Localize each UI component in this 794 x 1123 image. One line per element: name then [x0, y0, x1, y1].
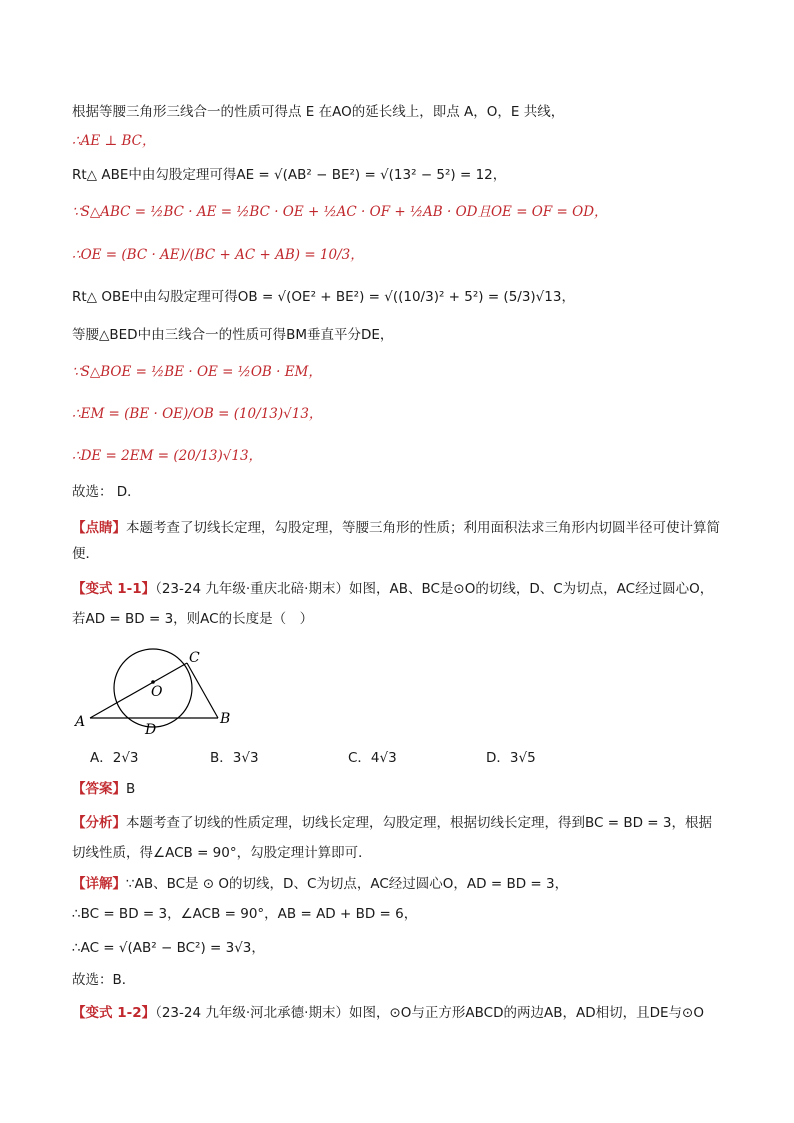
solution-line-3: Rt△ ABE中由勾股定理可得AE = √(AB² − BE²) = √(13² − 5²) = 12， — [72, 167, 507, 183]
segment-ac — [90, 663, 187, 718]
variant1-tag: 【变式 1-1】 — [72, 581, 156, 597]
label-b: B — [220, 711, 231, 727]
variant2-tag: 【变式 1-2】 — [72, 1005, 156, 1021]
option-c[interactable]: C．4√3 — [348, 750, 397, 766]
solution-line-1: 根据等腰三角形三线合一的性质可得点 E 在AO的延长线上，即点 A，O，E 共线， — [72, 104, 565, 120]
variant2-source: （23-24 九年级·河北承德·期末） — [155, 1005, 349, 1021]
variant1-line-1 — [72, 579, 732, 599]
detail-tag: 【详解】 — [72, 876, 126, 892]
label-d: D — [145, 722, 157, 736]
analysis-line-2: 切线性质，得∠ACB = 90°，勾股定理计算即可． — [72, 845, 372, 861]
solution-line-8: ∵S△BOE = ½BE · OE = ½OB · EM， — [72, 364, 322, 380]
variant1-line-2: 若AD = BD = 3，则AC的长度是（ ） — [72, 611, 314, 627]
answer-text: B — [126, 781, 136, 797]
detail-line-2: ∴BC = BD = 3，∠ACB = 90°，AB = AD + BD = 6， — [72, 906, 418, 922]
tangent-circle-diagram — [72, 644, 242, 736]
label-a: A — [75, 714, 86, 730]
variant2-text: 如图，⊙O与正方形ABCD的两边AB，AD相切，且DE与⊙O — [348, 1005, 704, 1021]
solution-line-6: Rt△ OBE中由勾股定理可得OB = √(OE² + BE²) = √((10/3)² + 5²) = (5/3)√13， — [72, 289, 575, 305]
dianjing-paragraph — [72, 515, 732, 567]
solution-line-10: ∴DE = 2EM = (20/13)√13， — [72, 448, 263, 464]
answer-tag: 【答案】 — [72, 781, 126, 797]
solution-line-7: 等腰△BED中由三线合一的性质可得BM垂直平分DE， — [72, 327, 394, 343]
solution-line-5: ∴OE = (BC · AE)/(BC + AC + AB) = 10/3， — [72, 247, 364, 263]
analysis-line-1 — [72, 813, 732, 833]
option-b[interactable]: B．3√3 — [210, 750, 259, 766]
dianjing-text: 本题考查了切线长定理，勾股定理，等腰三角形的性质；利用面积法求三角形内切圆半径可使计算简便． — [72, 520, 720, 562]
label-c: C — [189, 650, 200, 666]
solution-line-11: 故选： D． — [72, 484, 141, 500]
options-row — [90, 748, 650, 768]
variant2-line-1 — [72, 1003, 732, 1023]
option-a[interactable]: A．2√3 — [90, 750, 139, 766]
variant1-text1: 如图，AB、BC是⊙O的切线，D、C为切点，AC经过圆心O， — [348, 581, 714, 597]
dianjing-tag: 【点睛】 — [72, 520, 126, 536]
detail-line-3: ∴AC = √(AB² − BC²) = 3√3， — [72, 940, 265, 956]
answer-line — [72, 779, 732, 799]
solution-line-9: ∴EM = (BE · OE)/OB = (10/13)√13， — [72, 406, 323, 422]
variant1-source: （23-24 九年级·重庆北碚·期末） — [155, 581, 349, 597]
detail-line-1 — [72, 874, 732, 894]
analysis-text1: 本题考查了切线的性质定理，切线长定理，勾股定理，根据切线长定理，得到BC = BD = 3，根据 — [126, 815, 712, 831]
detail-line-4: 故选：B． — [72, 972, 136, 988]
solution-line-2: ∴AE ⊥ BC， — [72, 133, 156, 149]
detail-text1: ∵AB、BC是 ⊙ O的切线，D、C为切点，AC经过圆心O，AD = BD = 3， — [126, 876, 569, 892]
option-d[interactable]: D．3√5 — [486, 750, 536, 766]
analysis-tag: 【分析】 — [72, 815, 126, 831]
label-o: O — [151, 684, 163, 700]
solution-line-4: ∵S△ABC = ½BC · AE = ½BC · OE + ½AC · OF + ½AB · OD且OE = OF = OD， — [72, 204, 608, 220]
